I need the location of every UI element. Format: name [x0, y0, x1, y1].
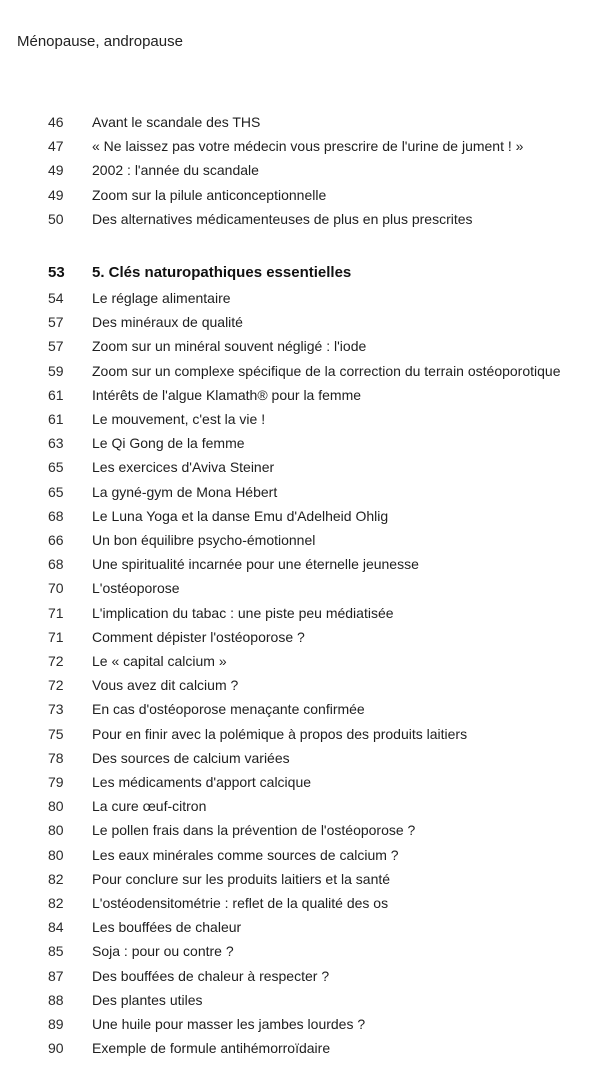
entry-title: La cure œuf-citron — [92, 798, 207, 815]
entry-title: Des plantes utiles — [92, 991, 203, 1008]
toc-entry — [0, 794, 600, 818]
entry-title: Des bouffées de chaleur à respecter ? — [92, 967, 330, 984]
entry-title: Zoom sur la pilule anticonceptionnelle — [92, 186, 327, 203]
page-number: 82 — [48, 895, 64, 911]
page-number: 49 — [48, 162, 64, 179]
entry-title: Vous avez dit calcium ? — [92, 677, 239, 694]
toc-entry — [0, 988, 600, 1012]
entry-title: Exemple de formule antihémorroïdaire — [92, 1040, 331, 1057]
toc-entry — [0, 383, 600, 407]
page-number: 87 — [48, 967, 64, 984]
entry-title: Les eaux minérales comme sources de calcium ? — [92, 846, 399, 863]
toc-entry — [0, 939, 600, 963]
entry-title: Pour en finir avec la polémique à propos des produits laitiers — [92, 725, 468, 742]
page-number: 75 — [48, 725, 64, 742]
page-number: 54 — [48, 290, 64, 306]
toc-entry — [0, 528, 600, 552]
toc-entry — [0, 722, 600, 746]
page-number: 71 — [48, 604, 64, 621]
page-number: 84 — [48, 919, 64, 936]
entry-title: Comment dépister l'ostéoporose ? — [92, 628, 305, 645]
page-number: 50 — [48, 210, 64, 227]
page-number: 90 — [48, 1040, 64, 1057]
toc-entry — [0, 576, 600, 600]
toc-entry — [0, 134, 600, 158]
entry-title: 2002 : l'année du scandale — [92, 162, 259, 179]
toc-entry — [0, 915, 600, 939]
toc-entry — [0, 359, 600, 383]
toc-entry — [0, 697, 600, 721]
page-number: 73 — [48, 701, 64, 718]
entry-title: Les exercices d'Aviva Steiner — [92, 459, 275, 476]
toc-entry — [0, 183, 600, 207]
entry-title: Le réglage alimentaire — [92, 290, 231, 306]
entry-title: Intérêts de l'algue Klamath® pour la femme — [92, 386, 362, 403]
page-number: 68 — [48, 507, 64, 524]
running-header: Ménopause, andropause — [17, 33, 183, 50]
entry-title: Des sources de calcium variées — [92, 749, 290, 766]
entry-title: Soja : pour ou contre ? — [92, 943, 234, 960]
entry-title: Des alternatives médicamenteuses de plus en plus prescrites — [92, 210, 473, 227]
toc-entry — [0, 110, 600, 134]
toc-entry — [0, 286, 600, 310]
toc-entry — [0, 649, 600, 673]
entry-title: L'ostéoporose — [92, 580, 180, 597]
entry-title: Le Luna Yoga et la danse Emu d'Adelheid Ohlig — [92, 507, 389, 524]
page-number: 79 — [48, 774, 64, 790]
entry-title: Le « capital calcium » — [92, 653, 227, 669]
entry-title: Le pollen frais dans la prévention de l'ostéoporose ? — [92, 822, 416, 839]
page-number: 61 — [48, 386, 64, 403]
entry-title: Zoom sur un minéral souvent négligé : l'iode — [92, 338, 367, 355]
toc-entry — [0, 480, 600, 504]
page-number: 65 — [48, 459, 64, 476]
page-number: 47 — [48, 138, 64, 155]
entry-title: Avant le scandale des THS — [92, 114, 261, 130]
toc-entry — [0, 207, 600, 231]
entry-title: L'ostéodensitométrie : reflet de la qualité des os — [92, 895, 389, 911]
page-number: 59 — [48, 362, 64, 379]
section-heading — [0, 261, 600, 285]
page-number: 61 — [48, 411, 64, 427]
page-number: 78 — [48, 749, 64, 766]
toc-entry — [0, 673, 600, 697]
toc-entry — [0, 455, 600, 479]
entry-title: Une spiritualité incarnée pour une éternelle jeunesse — [92, 556, 419, 573]
page-number: 80 — [48, 822, 64, 839]
toc-entry — [0, 310, 600, 334]
entry-title: « Ne laissez pas votre médecin vous prescrire de l'urine de jument ! » — [92, 138, 524, 155]
toc-entry — [0, 964, 600, 988]
entry-title: Les bouffées de chaleur — [92, 919, 242, 936]
entry-title: L'implication du tabac : une piste peu médiatisée — [92, 604, 394, 621]
toc-entry — [0, 407, 600, 431]
page-number: 70 — [48, 580, 64, 597]
toc-entry — [0, 431, 600, 455]
page-number: 66 — [48, 532, 64, 548]
entry-title: En cas d'ostéoporose menaçante confirmée — [92, 701, 365, 718]
page-number: 65 — [48, 483, 64, 500]
page-number: 71 — [48, 628, 64, 645]
toc-entry — [0, 504, 600, 528]
page-number: 72 — [48, 653, 64, 669]
entry-title: Des minéraux de qualité — [92, 314, 243, 331]
toc-entry — [0, 158, 600, 182]
entry-title: Zoom sur un complexe spécifique de la correction du terrain ostéoporotique — [92, 362, 561, 379]
page-number: 68 — [48, 556, 64, 573]
page-number: 89 — [48, 1016, 64, 1032]
toc-entry — [0, 843, 600, 867]
page-number: 72 — [48, 677, 64, 694]
entry-title: 5. Clés naturopathiques essentielles — [92, 264, 352, 281]
toc-entry — [0, 818, 600, 842]
toc-entry — [0, 552, 600, 576]
entry-title: Le mouvement, c'est la vie ! — [92, 411, 266, 427]
page-number: 46 — [48, 114, 64, 130]
page-number: 85 — [48, 943, 64, 960]
page-number: 57 — [48, 314, 64, 331]
toc-entry — [0, 625, 600, 649]
page-number: 88 — [48, 991, 64, 1008]
page-number: 80 — [48, 798, 64, 815]
page-number: 82 — [48, 870, 64, 887]
toc-entry — [0, 891, 600, 915]
toc-entry — [0, 1036, 600, 1060]
entry-title: La gyné-gym de Mona Hébert — [92, 483, 278, 500]
entry-title: Les médicaments d'apport calcique — [92, 774, 312, 790]
page-number: 80 — [48, 846, 64, 863]
page-number: 63 — [48, 435, 64, 452]
toc-entry — [0, 601, 600, 625]
page-number: 49 — [48, 186, 64, 203]
entry-title: Un bon équilibre psycho-émotionnel — [92, 532, 316, 548]
toc-entry — [0, 334, 600, 358]
page-number: 53 — [48, 264, 65, 281]
toc-entry — [0, 746, 600, 770]
entry-title: Le Qi Gong de la femme — [92, 435, 245, 452]
toc-entry — [0, 1012, 600, 1036]
page-number: 57 — [48, 338, 64, 355]
toc-entry — [0, 867, 600, 891]
toc-entry — [0, 770, 600, 794]
entry-title: Une huile pour masser les jambes lourdes ? — [92, 1016, 366, 1032]
entry-title: Pour conclure sur les produits laitiers et la santé — [92, 870, 391, 887]
